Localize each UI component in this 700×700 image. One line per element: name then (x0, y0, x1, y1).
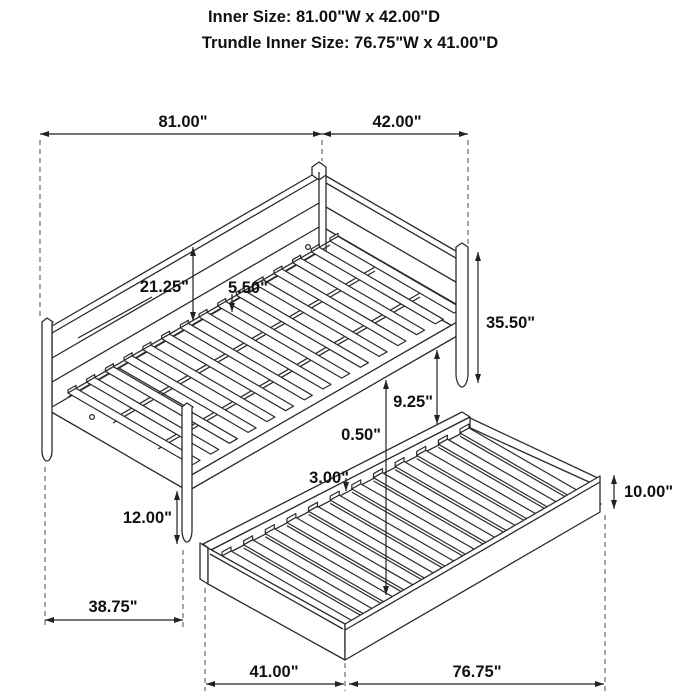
daybed-back-left-post (42, 318, 53, 461)
dim-trundle-width-label: 76.75" (452, 663, 502, 681)
dim-back-panel-height-label: 21.25" (139, 278, 189, 296)
dim-daybed-depth (322, 113, 468, 134)
dim-under-rail-clearance-label: 9.25" (393, 393, 433, 411)
dim-daybed-depth-label: 42.00" (372, 113, 422, 131)
trundle-inner-size-title: Trundle Inner Size: 76.75"W x 41.00"D (201, 34, 499, 52)
dim-trundle-side-height-label: 10.00" (624, 483, 674, 501)
daybed-front-left-post (182, 403, 193, 542)
dim-trundle-side-height (614, 475, 673, 509)
inner-size-title: Inner Size: 81.00"W x 42.00"D (207, 8, 441, 26)
dim-trundle-slat-spacing-label: 3.00" (309, 469, 349, 487)
trundle-left-edge (200, 543, 208, 584)
daybed-front-right-post (456, 243, 468, 387)
dim-leg-clearance-label: 12.00" (122, 509, 172, 527)
dim-daybed-width-label: 81.00" (158, 113, 208, 131)
dim-base-depth-label: 38.75" (88, 598, 138, 616)
dim-daybed-width (40, 113, 322, 134)
dim-trundle-depth (206, 663, 344, 684)
dim-base-depth (45, 598, 183, 620)
dim-leg-clearance (123, 491, 177, 544)
dim-slat-spacing-label: 5.50" (228, 279, 268, 297)
dim-trundle-clearance-label: 0.50" (341, 426, 381, 444)
dim-trundle-depth-label: 41.00" (249, 663, 299, 681)
dim-post-height (478, 252, 535, 383)
dim-post-height-label: 35.50" (486, 314, 536, 332)
dim-trundle-width (349, 663, 604, 684)
